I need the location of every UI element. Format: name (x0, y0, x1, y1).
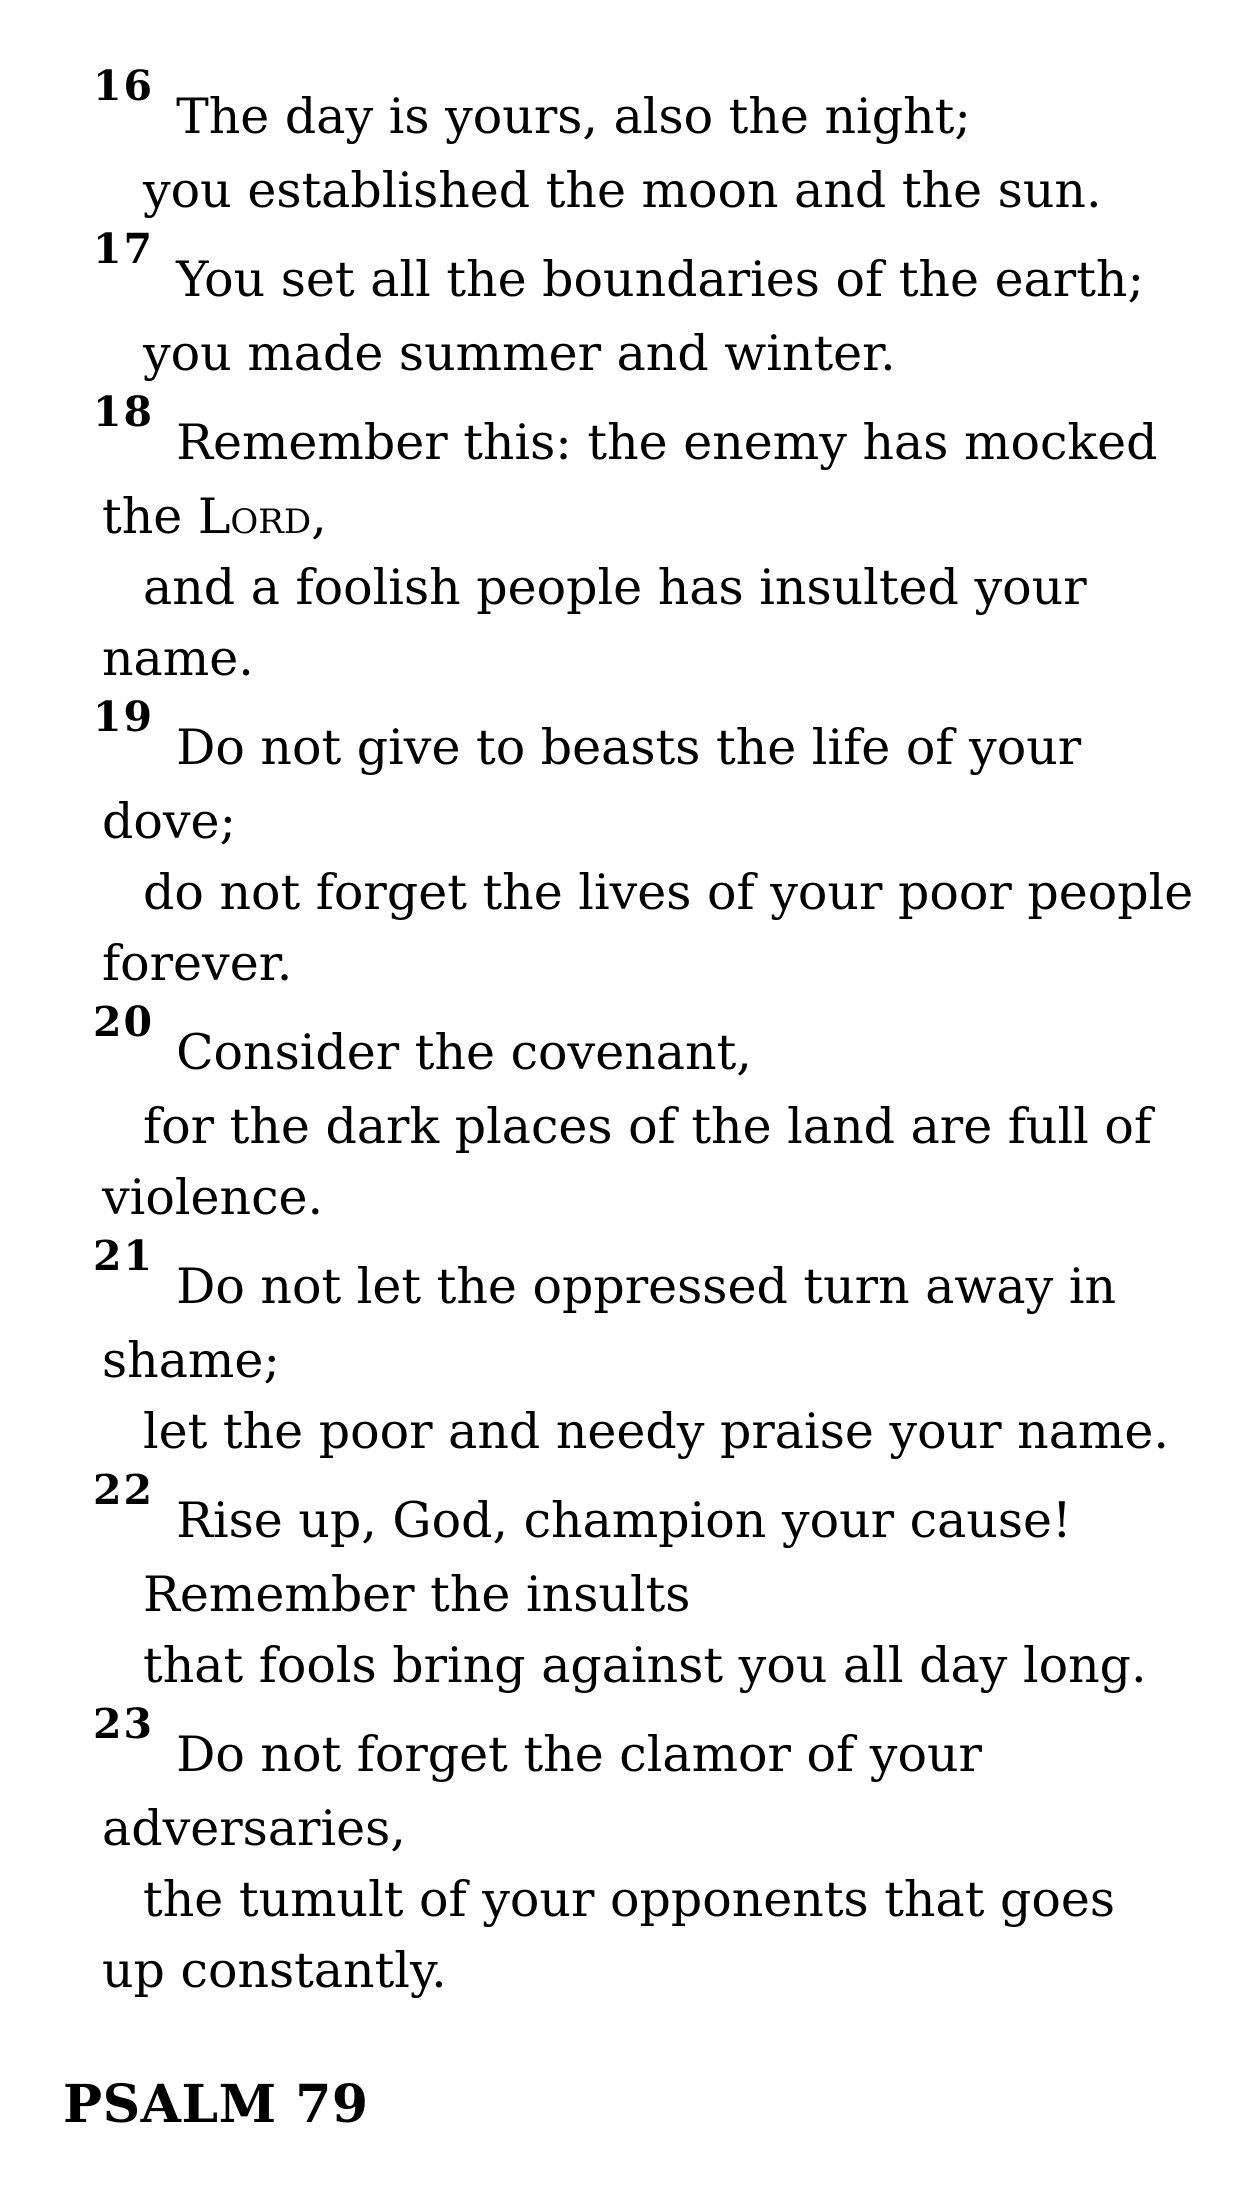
verse-number: 22 (93, 1466, 155, 1515)
verse-line: you made summer and winter. (143, 325, 896, 382)
verse-line: that fools bring against you all day long. (143, 1637, 1147, 1694)
verse-line: let the poor and needy praise your name. (143, 1403, 1169, 1460)
verse-line: the tumult of your opponents that goes (143, 1871, 1115, 1928)
verse-line: forever. (102, 935, 293, 992)
verse-line: for the dark places of the land are full of (143, 1098, 1153, 1155)
verse-line: do not forget the lives of your poor people (143, 864, 1194, 921)
verse-line: up constantly. (102, 1942, 447, 1999)
verse-line: dove; (102, 793, 237, 850)
verse-number: 21 (93, 1232, 155, 1281)
verse-number: 17 (93, 225, 155, 274)
verse-line: $^{17}$You set all the boundaries of the earth; (93, 225, 1144, 308)
verse-line: the Lord, (102, 488, 327, 545)
verse-line: Remember the insults (143, 1566, 691, 1623)
verse-number: 23 (93, 1700, 155, 1749)
verse-line: $^{16}$The day is yours, also the night; (93, 62, 971, 145)
verse-lines (93, 62, 1212, 2006)
divine-name-small-caps: Lord (197, 488, 312, 545)
chapter-heading: PSALM 79 (63, 2074, 369, 2135)
verse-line: $^{23}$Do not forget the clamor of your (93, 1700, 982, 1783)
verse-line: $^{21}$Do not let the oppressed turn away in (93, 1232, 1117, 1315)
verse-line: $^{22}$Rise up, God, champion your cause! (93, 1466, 1072, 1549)
verse-number: 20 (93, 998, 155, 1047)
verse-number: 19 (93, 693, 155, 742)
verse-line: violence. (102, 1169, 324, 1226)
verse-line: shame; (102, 1332, 280, 1389)
verse-line: $^{18}$Remember this: the enemy has mocked (93, 388, 1158, 471)
verse-line: you established the moon and the sun. (143, 162, 1102, 219)
verse-line: $^{20}$Consider the covenant, (93, 998, 752, 1081)
verse-number: 16 (93, 62, 155, 111)
verse-line: $^{19}$Do not give to beasts the life of your (93, 693, 1082, 776)
verse-line: adversaries, (102, 1800, 406, 1857)
verse-number: 18 (93, 388, 155, 437)
verse-line: and a foolish people has insulted your (143, 559, 1087, 616)
verse-line: name. (102, 630, 254, 687)
